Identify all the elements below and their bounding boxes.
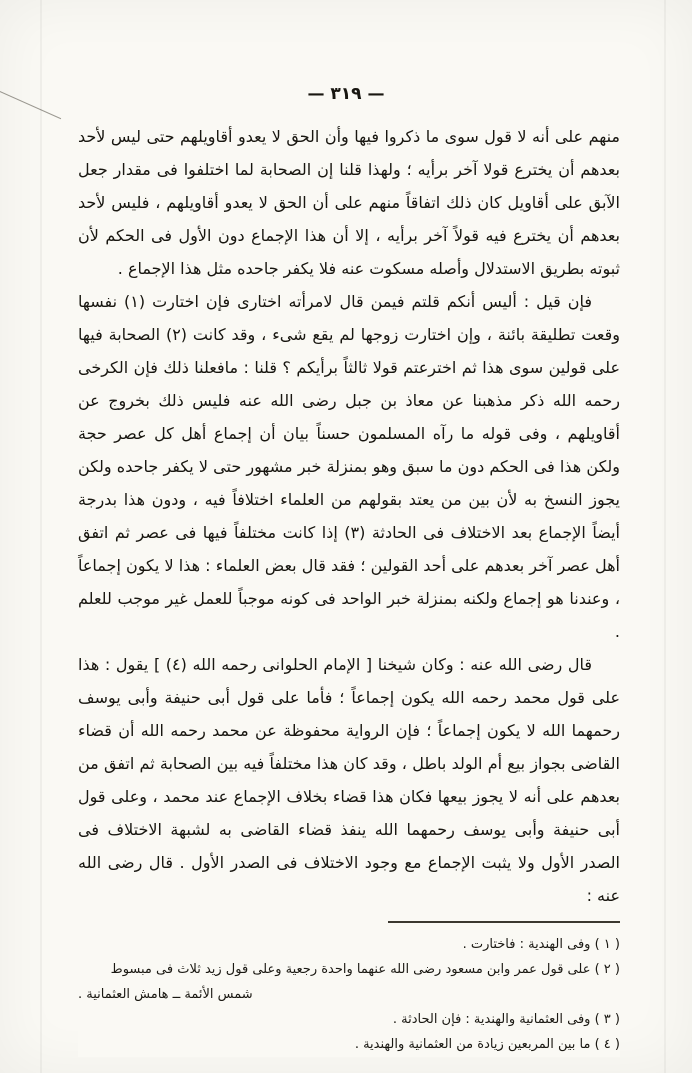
footnote-separator — [388, 921, 620, 923]
paragraph-3: قال رضى الله عنه : وكان شيخنا [ الإمام الحلوانى رحمه الله (٤) ] يقول : هذا على قول محمد رحمه الله يكون إجماعاً ؛ فأما على قول أبى حنيفة وأبى يوسف رحمهما الله لا يكون إجماعاً ؛ فإن الرواية محفوظة عن محمد رحمه الله أن قضاء القاضى بجواز بيع أم الولد باطل ، وقد كان هذا مختلفاً فيه بين الصحابة ثم اتفق من بعدهم على أنه لا يجوز بيعها فكان هذا قضاء بخلاف الإجماع عند محمد ، وعلى قول أبى حنيفة وأبى يوسف رحمهما الله ينفذ قضاء القاضى به لشبهة الاختلاف فى الصدر الأول ولا يثبت الإجماع مع وجود الاختلاف فى الصدر الأول . قال رضى الله عنه : — [78, 655, 620, 905]
footnotes-section — [78, 917, 620, 1057]
paragraph-1: منهم على أنه لا قول سوى ما ذكروا فيها وأن الحق لا يعدو أقاويلهم حتى ليس لأحد بعدهم أن يخترع قولا آخر برأيه ؛ ولهذا قلنا إن الصحابة لما اختلفوا فى مقدار جعل الآبق على أقاويل كان ذلك اتفاقاً منهم على أن الحق لا يعدو أقاويلهم ، فليس لأحد بعدهم أن يخترع فيه قولاً آخر برأيه ، إلا أن هذا الإجماع دون الأول فى الحكم لأن ثبوته بطريق الاستدلال وأصله مسكوت عنه فلا يكفر جاحده مثل هذا الإجماع . — [78, 127, 620, 278]
scan-edge-right — [664, 0, 666, 1073]
page-number: — ٣١٩ — — [307, 84, 385, 104]
footnote-2-continuation: شمس الأئمة ــ هامش العثمانية . — [78, 987, 253, 1002]
main-text — [0, 104, 692, 912]
scan-edge-left — [40, 0, 42, 1073]
footnote-4: ( ٤ ) ما بين المربعين زيادة من العثمانية والهندية . — [354, 1037, 620, 1052]
footnote-3: ( ٣ ) وفى العثمانية والهندية : فإن الحادثة . — [392, 1012, 620, 1027]
footnote-2: ( ٢ ) على قول عمر وابن مسعود رضى الله عنهما واحدة رجعية وعلى قول زيد ثلاث فى مبسوط — [110, 962, 620, 977]
paragraph-2: فإن قيل : أليس أنكم قلتم فيمن قال لامرأته اختارى فإن اختارت (١) نفسها وقعت تطليقة بائنة ، وإن اختارت زوجها لم يقع شىء ، وقد كانت (٢) الصحابة فيها على قولين سوى هذا ثم اخترعتم قولا ثالثاً برأيكم ؟ قلنا : مافعلنا ذلك فإن الكرخى رحمه الله ذكر مذهبنا عن معاذ بن جبل رضى الله عنه فليس ذلك بخروج عن أقاويلهم ، وفى قوله ما رآه المسلمون حسناً بيان أن إجماع أهل كل عصر حجة ولكن هذا فى الحكم دون ما سبق وهو بمنزلة خبر مشهور حتى لا يكفر جاحده ولكن يجوز النسخ به لأن بين من يعتد بقولهم من العلماء اختلافاً فيه ، ودون هذا بدرجة أيضاً الإجماع بعد الاختلاف فى الحادثة (٣) إذا كانت مختلفاً فيها فى عصر ثم اتفق أهل عصر آخر بعدهم على أحد القولين ؛ فقد قال بعض العلماء : هذا لا يكون إجماعاً ، وعندنا هو إجماع ولكنه بمنزلة خبر الواحد فى كونه موجباً للعمل غير موجب للعلم . — [78, 292, 620, 641]
footnote-1: ( ١ ) وفى الهندية : فاختارت . — [462, 937, 620, 952]
